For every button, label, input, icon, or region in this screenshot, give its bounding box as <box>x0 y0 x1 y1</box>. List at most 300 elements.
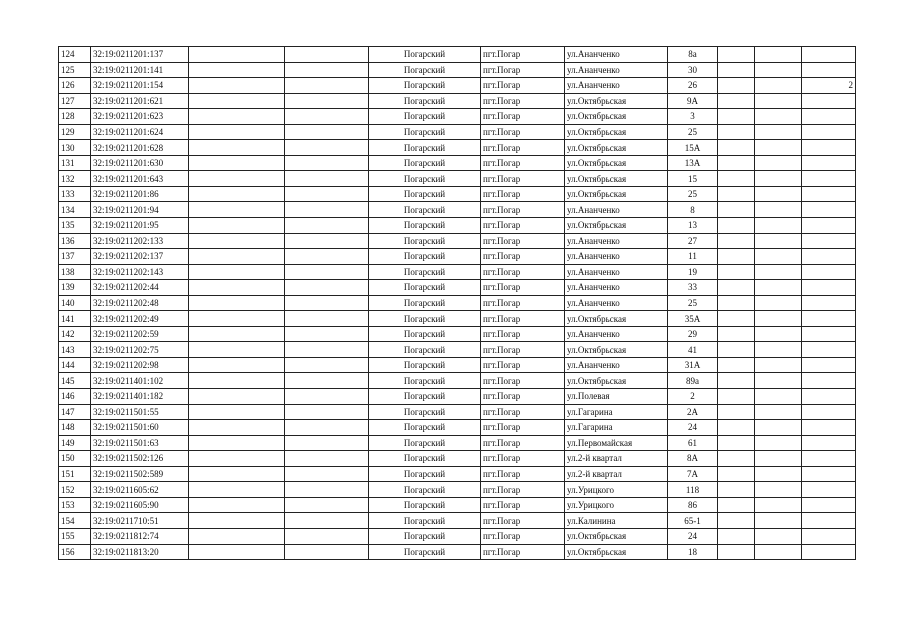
cadastral-number-cell: 32:19:0211201:623 <box>91 109 189 125</box>
blank-cell <box>718 124 755 140</box>
street-cell: ул.Ананченко <box>565 202 668 218</box>
row-number-cell: 140 <box>59 295 91 311</box>
table-row <box>59 311 856 327</box>
district-cell: Погарский <box>369 93 481 109</box>
table-row <box>59 466 856 482</box>
cadastral-number-cell: 32:19:0211501:60 <box>91 420 189 436</box>
row-number-cell: 142 <box>59 326 91 342</box>
blank-cell <box>285 202 369 218</box>
blank-cell <box>718 218 755 234</box>
cadastral-number-cell: 32:19:0211201:137 <box>91 47 189 63</box>
district-cell: Погарский <box>369 389 481 405</box>
blank-cell <box>189 218 285 234</box>
blank-cell <box>755 326 802 342</box>
row-number-cell: 148 <box>59 420 91 436</box>
extra-value-cell <box>802 373 856 389</box>
blank-cell <box>189 233 285 249</box>
extra-value-cell <box>802 280 856 296</box>
blank-cell <box>755 482 802 498</box>
extra-value-cell <box>802 544 856 560</box>
cadastral-number-cell: 32:19:0211201:141 <box>91 62 189 78</box>
house-number-cell: 8а <box>668 47 718 63</box>
blank-cell <box>285 124 369 140</box>
house-number-cell: 9А <box>668 93 718 109</box>
cadastral-number-cell: 32:19:0211813:20 <box>91 544 189 560</box>
row-number-cell: 139 <box>59 280 91 296</box>
table-row <box>59 295 856 311</box>
blank-cell <box>285 420 369 436</box>
blank-cell <box>755 171 802 187</box>
house-number-cell: 13 <box>668 218 718 234</box>
street-cell: ул.Ананченко <box>565 78 668 94</box>
row-number-cell: 150 <box>59 451 91 467</box>
table-row <box>59 155 856 171</box>
extra-value-cell <box>802 264 856 280</box>
row-number-cell: 154 <box>59 513 91 529</box>
blank-cell <box>285 311 369 327</box>
cadastral-number-cell: 32:19:0211202:49 <box>91 311 189 327</box>
blank-cell <box>718 528 755 544</box>
table-row <box>59 482 856 498</box>
settlement-cell: пгт.Погар <box>481 202 565 218</box>
table-row <box>59 47 856 63</box>
cadastral-number-cell: 32:19:0211401:102 <box>91 373 189 389</box>
cadastral-number-cell: 32:19:0211201:94 <box>91 202 189 218</box>
district-cell: Погарский <box>369 544 481 560</box>
blank-cell <box>718 466 755 482</box>
settlement-cell: пгт.Погар <box>481 357 565 373</box>
district-cell: Погарский <box>369 404 481 420</box>
settlement-cell: пгт.Погар <box>481 62 565 78</box>
blank-cell <box>718 435 755 451</box>
settlement-cell: пгт.Погар <box>481 218 565 234</box>
settlement-cell: пгт.Погар <box>481 311 565 327</box>
street-cell: ул.Октябрьская <box>565 544 668 560</box>
blank-cell <box>285 497 369 513</box>
settlement-cell: пгт.Погар <box>481 140 565 156</box>
blank-cell <box>755 109 802 125</box>
cadastral-number-cell: 32:19:0211201:95 <box>91 218 189 234</box>
blank-cell <box>755 264 802 280</box>
blank-cell <box>755 404 802 420</box>
settlement-cell: пгт.Погар <box>481 186 565 202</box>
blank-cell <box>285 389 369 405</box>
blank-cell <box>189 373 285 389</box>
blank-cell <box>755 497 802 513</box>
blank-cell <box>718 357 755 373</box>
blank-cell <box>718 311 755 327</box>
district-cell: Погарский <box>369 62 481 78</box>
blank-cell <box>755 389 802 405</box>
blank-cell <box>285 140 369 156</box>
blank-cell <box>285 155 369 171</box>
house-number-cell: 25 <box>668 186 718 202</box>
street-cell: ул.Октябрьская <box>565 140 668 156</box>
blank-cell <box>285 326 369 342</box>
blank-cell <box>285 404 369 420</box>
settlement-cell: пгт.Погар <box>481 497 565 513</box>
blank-cell <box>718 62 755 78</box>
row-number-cell: 131 <box>59 155 91 171</box>
street-cell: ул.Первомайская <box>565 435 668 451</box>
row-number-cell: 152 <box>59 482 91 498</box>
district-cell: Погарский <box>369 155 481 171</box>
row-number-cell: 155 <box>59 528 91 544</box>
district-cell: Погарский <box>369 78 481 94</box>
street-cell: ул.Ананченко <box>565 249 668 265</box>
district-cell: Погарский <box>369 311 481 327</box>
house-number-cell: 3 <box>668 109 718 125</box>
table-row <box>59 544 856 560</box>
cadastral-number-cell: 32:19:0211202:75 <box>91 342 189 358</box>
row-number-cell: 136 <box>59 233 91 249</box>
settlement-cell: пгт.Погар <box>481 78 565 94</box>
cadastral-number-cell: 32:19:0211202:137 <box>91 249 189 265</box>
blank-cell <box>285 528 369 544</box>
house-number-cell: 13А <box>668 155 718 171</box>
table-row <box>59 326 856 342</box>
blank-cell <box>285 373 369 389</box>
blank-cell <box>285 342 369 358</box>
blank-cell <box>189 482 285 498</box>
blank-cell <box>718 233 755 249</box>
blank-cell <box>189 466 285 482</box>
row-number-cell: 149 <box>59 435 91 451</box>
extra-value-cell <box>802 420 856 436</box>
street-cell: ул.Октябрьская <box>565 186 668 202</box>
street-cell: ул.Октябрьская <box>565 171 668 187</box>
row-number-cell: 126 <box>59 78 91 94</box>
blank-cell <box>755 373 802 389</box>
blank-cell <box>189 280 285 296</box>
house-number-cell: 7А <box>668 466 718 482</box>
blank-cell <box>755 420 802 436</box>
extra-value-cell <box>802 155 856 171</box>
street-cell: ул.Октябрьская <box>565 528 668 544</box>
house-number-cell: 26 <box>668 78 718 94</box>
row-number-cell: 135 <box>59 218 91 234</box>
extra-value-cell <box>802 295 856 311</box>
extra-value-cell <box>802 93 856 109</box>
district-cell: Погарский <box>369 326 481 342</box>
row-number-cell: 147 <box>59 404 91 420</box>
extra-value-cell <box>802 497 856 513</box>
blank-cell <box>755 513 802 529</box>
extra-value-cell <box>802 249 856 265</box>
house-number-cell: 8 <box>668 202 718 218</box>
blank-cell <box>189 497 285 513</box>
blank-cell <box>189 513 285 529</box>
row-number-cell: 153 <box>59 497 91 513</box>
register-table <box>58 46 856 560</box>
house-number-cell: 15А <box>668 140 718 156</box>
settlement-cell: пгт.Погар <box>481 280 565 296</box>
extra-value-cell <box>802 47 856 63</box>
cadastral-number-cell: 32:19:0211202:48 <box>91 295 189 311</box>
row-number-cell: 145 <box>59 373 91 389</box>
settlement-cell: пгт.Погар <box>481 93 565 109</box>
blank-cell <box>755 78 802 94</box>
house-number-cell: 19 <box>668 264 718 280</box>
district-cell: Погарский <box>369 140 481 156</box>
house-number-cell: 2А <box>668 404 718 420</box>
cadastral-number-cell: 32:19:0211201:630 <box>91 155 189 171</box>
cadastral-number-cell: 32:19:0211201:643 <box>91 171 189 187</box>
district-cell: Погарский <box>369 342 481 358</box>
row-number-cell: 130 <box>59 140 91 156</box>
blank-cell <box>189 249 285 265</box>
house-number-cell: 27 <box>668 233 718 249</box>
extra-value-cell <box>802 140 856 156</box>
district-cell: Погарский <box>369 186 481 202</box>
street-cell: ул.2-й квартал <box>565 466 668 482</box>
row-number-cell: 133 <box>59 186 91 202</box>
extra-value-cell <box>802 233 856 249</box>
blank-cell <box>718 451 755 467</box>
extra-value-cell <box>802 326 856 342</box>
house-number-cell: 33 <box>668 280 718 296</box>
blank-cell <box>189 93 285 109</box>
blank-cell <box>718 140 755 156</box>
blank-cell <box>285 47 369 63</box>
district-cell: Погарский <box>369 264 481 280</box>
blank-cell <box>718 155 755 171</box>
settlement-cell: пгт.Погар <box>481 482 565 498</box>
house-number-cell: 11 <box>668 249 718 265</box>
street-cell: ул.Октябрьская <box>565 218 668 234</box>
extra-value-cell <box>802 202 856 218</box>
district-cell: Погарский <box>369 357 481 373</box>
row-number-cell: 151 <box>59 466 91 482</box>
settlement-cell: пгт.Погар <box>481 233 565 249</box>
blank-cell <box>189 186 285 202</box>
blank-cell <box>718 280 755 296</box>
table-row <box>59 357 856 373</box>
blank-cell <box>718 47 755 63</box>
cadastral-number-cell: 32:19:0211202:44 <box>91 280 189 296</box>
blank-cell <box>755 93 802 109</box>
cadastral-number-cell: 32:19:0211202:133 <box>91 233 189 249</box>
cadastral-number-cell: 32:19:0211202:143 <box>91 264 189 280</box>
blank-cell <box>189 78 285 94</box>
settlement-cell: пгт.Погар <box>481 544 565 560</box>
blank-cell <box>755 311 802 327</box>
row-number-cell: 156 <box>59 544 91 560</box>
district-cell: Погарский <box>369 124 481 140</box>
table-body <box>59 47 856 560</box>
blank-cell <box>718 78 755 94</box>
blank-cell <box>755 218 802 234</box>
blank-cell <box>755 155 802 171</box>
blank-cell <box>755 435 802 451</box>
blank-cell <box>755 202 802 218</box>
house-number-cell: 118 <box>668 482 718 498</box>
house-number-cell: 86 <box>668 497 718 513</box>
table-row <box>59 389 856 405</box>
blank-cell <box>285 280 369 296</box>
district-cell: Погарский <box>369 171 481 187</box>
house-number-cell: 2 <box>668 389 718 405</box>
street-cell: ул.Полевая <box>565 389 668 405</box>
blank-cell <box>189 528 285 544</box>
cadastral-number-cell: 32:19:0211605:90 <box>91 497 189 513</box>
row-number-cell: 141 <box>59 311 91 327</box>
blank-cell <box>285 218 369 234</box>
house-number-cell: 15 <box>668 171 718 187</box>
street-cell: ул.Ананченко <box>565 326 668 342</box>
blank-cell <box>755 295 802 311</box>
table-row <box>59 280 856 296</box>
blank-cell <box>189 435 285 451</box>
blank-cell <box>285 295 369 311</box>
blank-cell <box>755 140 802 156</box>
blank-cell <box>285 186 369 202</box>
district-cell: Погарский <box>369 218 481 234</box>
extra-value-cell <box>802 109 856 125</box>
table-row <box>59 373 856 389</box>
settlement-cell: пгт.Погар <box>481 264 565 280</box>
settlement-cell: пгт.Погар <box>481 124 565 140</box>
cadastral-number-cell: 32:19:0211201:628 <box>91 140 189 156</box>
street-cell: ул.Гагарина <box>565 420 668 436</box>
street-cell: ул.Ананченко <box>565 357 668 373</box>
house-number-cell: 25 <box>668 295 718 311</box>
house-number-cell: 31А <box>668 357 718 373</box>
blank-cell <box>755 124 802 140</box>
cadastral-number-cell: 32:19:0211202:59 <box>91 326 189 342</box>
blank-cell <box>755 342 802 358</box>
table-row <box>59 78 856 94</box>
cadastral-number-cell: 32:19:0211201:624 <box>91 124 189 140</box>
row-number-cell: 144 <box>59 357 91 373</box>
blank-cell <box>285 466 369 482</box>
district-cell: Погарский <box>369 482 481 498</box>
table-row <box>59 497 856 513</box>
district-cell: Погарский <box>369 420 481 436</box>
blank-cell <box>285 78 369 94</box>
cadastral-number-cell: 32:19:0211201:154 <box>91 78 189 94</box>
extra-value-cell <box>802 482 856 498</box>
street-cell: ул.Ананченко <box>565 47 668 63</box>
blank-cell <box>718 326 755 342</box>
blank-cell <box>189 451 285 467</box>
blank-cell <box>189 326 285 342</box>
settlement-cell: пгт.Погар <box>481 342 565 358</box>
house-number-cell: 24 <box>668 528 718 544</box>
table-row <box>59 93 856 109</box>
table-row <box>59 186 856 202</box>
table-row <box>59 451 856 467</box>
district-cell: Погарский <box>369 109 481 125</box>
table-row <box>59 528 856 544</box>
table-row <box>59 218 856 234</box>
blank-cell <box>755 357 802 373</box>
district-cell: Погарский <box>369 513 481 529</box>
table-row <box>59 404 856 420</box>
house-number-cell: 89а <box>668 373 718 389</box>
row-number-cell: 134 <box>59 202 91 218</box>
cadastral-number-cell: 32:19:0211201:86 <box>91 186 189 202</box>
street-cell: ул.Калинина <box>565 513 668 529</box>
blank-cell <box>718 249 755 265</box>
blank-cell <box>285 233 369 249</box>
district-cell: Погарский <box>369 280 481 296</box>
extra-value-cell <box>802 62 856 78</box>
street-cell: ул.Октябрьская <box>565 155 668 171</box>
table-row <box>59 62 856 78</box>
table-row <box>59 124 856 140</box>
settlement-cell: пгт.Погар <box>481 451 565 467</box>
settlement-cell: пгт.Погар <box>481 389 565 405</box>
blank-cell <box>189 544 285 560</box>
extra-value-cell <box>802 186 856 202</box>
blank-cell <box>718 342 755 358</box>
settlement-cell: пгт.Погар <box>481 295 565 311</box>
cadastral-number-cell: 32:19:0211401:182 <box>91 389 189 405</box>
blank-cell <box>755 451 802 467</box>
street-cell: ул.Урицкого <box>565 482 668 498</box>
row-number-cell: 127 <box>59 93 91 109</box>
table-row <box>59 109 856 125</box>
blank-cell <box>285 357 369 373</box>
district-cell: Погарский <box>369 373 481 389</box>
cadastral-number-cell: 32:19:0211501:63 <box>91 435 189 451</box>
row-number-cell: 137 <box>59 249 91 265</box>
district-cell: Погарский <box>369 435 481 451</box>
street-cell: ул.Гагарина <box>565 404 668 420</box>
blank-cell <box>755 280 802 296</box>
street-cell: ул.Ананченко <box>565 264 668 280</box>
street-cell: ул.Октябрьская <box>565 109 668 125</box>
blank-cell <box>189 420 285 436</box>
row-number-cell: 129 <box>59 124 91 140</box>
blank-cell <box>755 466 802 482</box>
blank-cell <box>718 202 755 218</box>
street-cell: ул.Октябрьская <box>565 124 668 140</box>
settlement-cell: пгт.Погар <box>481 435 565 451</box>
district-cell: Погарский <box>369 233 481 249</box>
cadastral-number-cell: 32:19:0211201:621 <box>91 93 189 109</box>
street-cell: ул.2-й квартал <box>565 451 668 467</box>
cadastral-number-cell: 32:19:0211502:126 <box>91 451 189 467</box>
settlement-cell: пгт.Погар <box>481 249 565 265</box>
street-cell: ул.Ананченко <box>565 295 668 311</box>
blank-cell <box>189 404 285 420</box>
house-number-cell: 25 <box>668 124 718 140</box>
settlement-cell: пгт.Погар <box>481 109 565 125</box>
blank-cell <box>285 171 369 187</box>
row-number-cell: 132 <box>59 171 91 187</box>
settlement-cell: пгт.Погар <box>481 47 565 63</box>
blank-cell <box>718 482 755 498</box>
blank-cell <box>718 373 755 389</box>
row-number-cell: 143 <box>59 342 91 358</box>
table-row <box>59 342 856 358</box>
cadastral-number-cell: 32:19:0211501:55 <box>91 404 189 420</box>
settlement-cell: пгт.Погар <box>481 528 565 544</box>
blank-cell <box>718 389 755 405</box>
blank-cell <box>718 497 755 513</box>
settlement-cell: пгт.Погар <box>481 171 565 187</box>
cadastral-number-cell: 32:19:0211202:98 <box>91 357 189 373</box>
house-number-cell: 35А <box>668 311 718 327</box>
cadastral-number-cell: 32:19:0211812:74 <box>91 528 189 544</box>
district-cell: Погарский <box>369 466 481 482</box>
row-number-cell: 124 <box>59 47 91 63</box>
row-number-cell: 128 <box>59 109 91 125</box>
blank-cell <box>285 513 369 529</box>
blank-cell <box>285 544 369 560</box>
